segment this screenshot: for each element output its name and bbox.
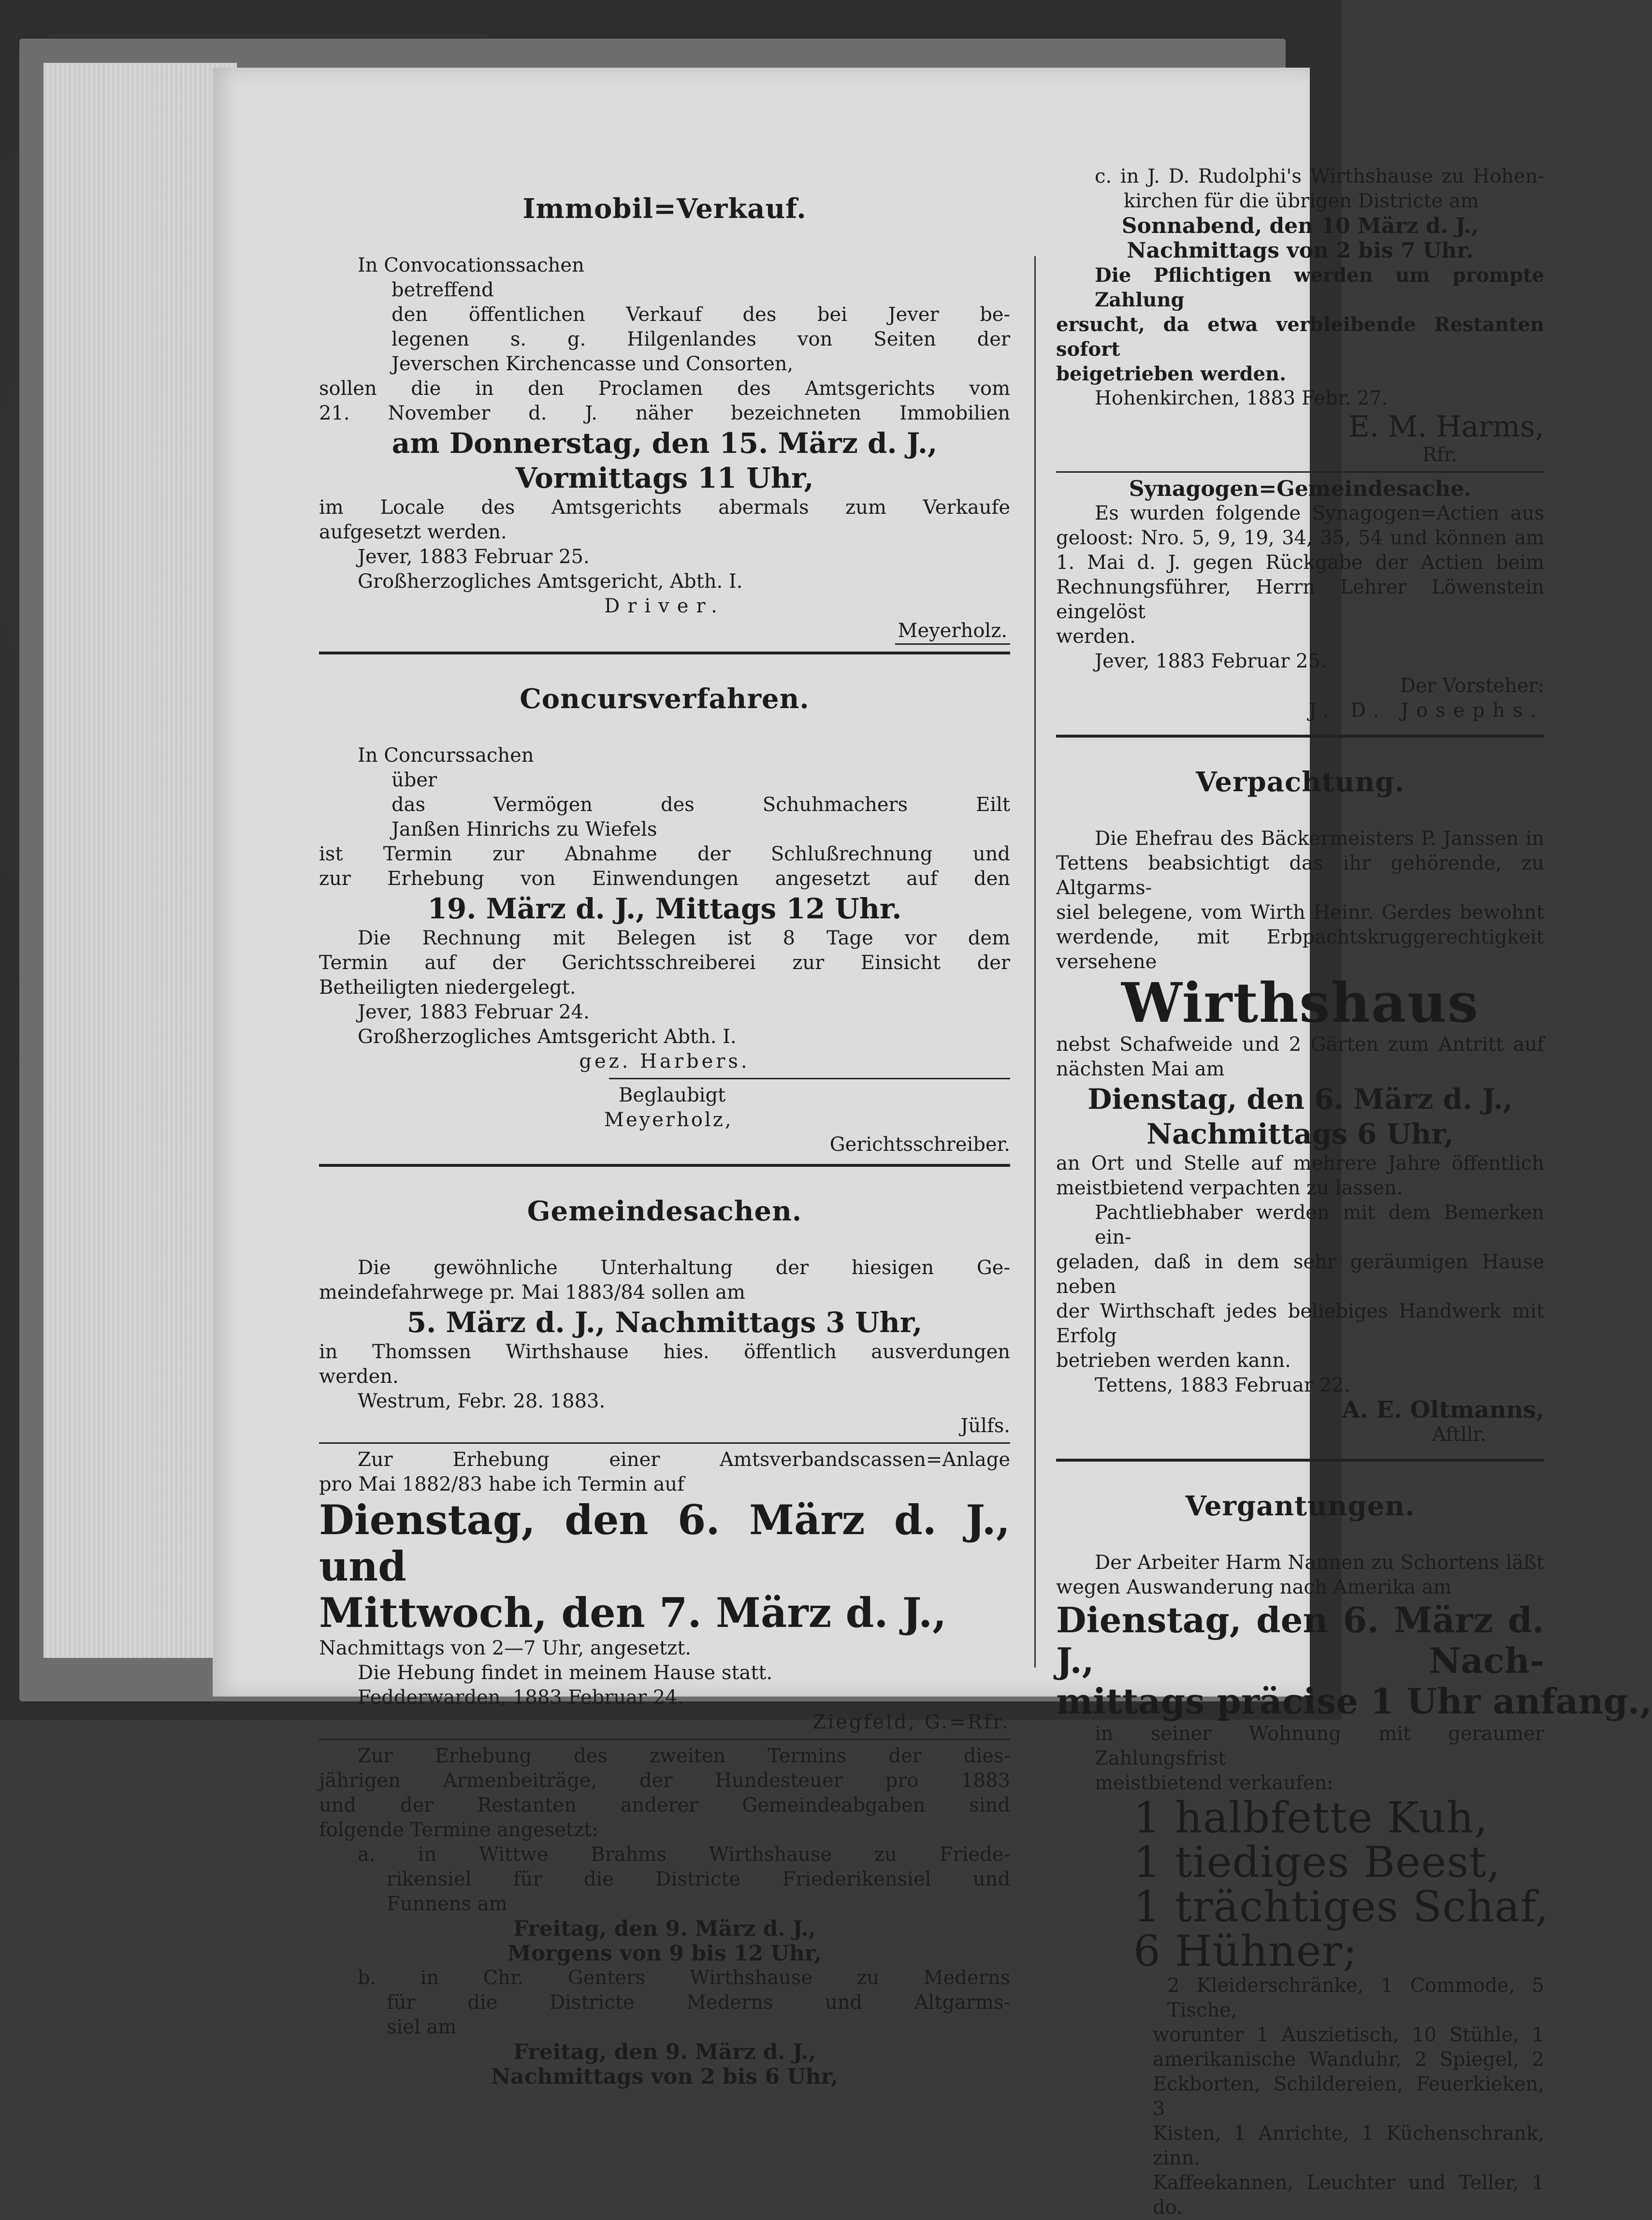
vergantungen-title: Vergantungen. bbox=[1185, 1490, 1415, 1522]
text-line: an Ort und Stelle auf mehrere Jahre öffentlich bbox=[1056, 1152, 1544, 1175]
text-line: Betheiligten niedergelegt. bbox=[319, 976, 576, 999]
time-line: mittags präcise 1 Uhr anfang., bbox=[1056, 1681, 1652, 1722]
synagogen-notice bbox=[1056, 477, 1544, 723]
text-line: ist Termin zur Abnahme der Schlußrechnung und bbox=[319, 843, 1010, 865]
amtsverband-notice bbox=[319, 1448, 1010, 1735]
text-line: b. in Chr. Genters Wirthshause zu Mederns bbox=[358, 1967, 1010, 1989]
text-line: Die gewöhnliche Unterhaltung der hiesigen Ge- bbox=[358, 1257, 1010, 1279]
signature-title: Rfr. bbox=[1422, 444, 1457, 466]
text-line: für die Districte Mederns und Altgarms- bbox=[387, 1991, 1010, 2014]
text-line: a. in Wittwe Brahms Wirthshause zu Friede- bbox=[358, 1843, 1010, 1866]
text-line: und der Restanten anderer Gemeindeabgaben sind bbox=[319, 1794, 1010, 1816]
text-line: 2 Kleiderschränke, 1 Commode, 5 Tische, bbox=[1167, 1974, 1544, 2021]
date-line: am Donnerstag, den 15. März d. J., bbox=[391, 427, 938, 460]
text-line: den öffentlichen Verkauf des bei Jever be- bbox=[391, 304, 1010, 326]
verpachtung-notice bbox=[1056, 765, 1544, 1447]
text-line: aufgesetzt werden. bbox=[319, 521, 507, 543]
divider bbox=[1056, 735, 1544, 738]
text-line: zur Erhebung von Einwendungen angesetzt auf den bbox=[319, 868, 1010, 890]
text-line: Kaffeekannen, Leuchter und Teller, 1 do. bbox=[1153, 2172, 1544, 2219]
newspaper-page bbox=[213, 68, 1652, 2219]
page-edges bbox=[43, 63, 237, 1658]
text-line: in Thomssen Wirthshause hies. öffentlich ausverdungen bbox=[319, 1341, 1010, 1363]
armenbeitraege-notice bbox=[319, 1744, 1010, 2089]
divider bbox=[609, 1078, 1010, 1079]
text-line: 21. November d. J. näher bezeichneten Immobilien bbox=[319, 402, 1010, 424]
text-line: Termin auf der Gerichtsschreiberei zur Einsicht der bbox=[319, 952, 1010, 974]
text-line: in seiner Wohnung mit geraumer Zahlungsfrist bbox=[1095, 1723, 1544, 1770]
text-line: ersucht, da etwa verbleibende Restanten sofort bbox=[1056, 313, 1544, 361]
text-line: geladen, daß in dem sehr geräumigen Hause neben bbox=[1056, 1251, 1544, 1298]
auction-item: 6 Hühner; bbox=[1133, 1926, 1358, 1976]
place-date: Jever, 1883 Februar 25. bbox=[358, 546, 590, 568]
text-line: der Wirthschaft jedes beliebiges Handwerk mit Erfolg bbox=[1056, 1300, 1544, 1347]
signature: Driver. bbox=[604, 595, 725, 617]
divider bbox=[319, 1442, 1010, 1444]
authority: Großherzogliches Amtsgericht, Abth. I. bbox=[358, 570, 743, 593]
divider bbox=[319, 1164, 1010, 1167]
authority: Großherzogliches Amtsgericht Abth. I. bbox=[358, 1026, 737, 1048]
text-line: Beglaubigt bbox=[619, 1084, 726, 1106]
text-line: In Concurssachen bbox=[358, 744, 534, 767]
signature: Meyerholz, bbox=[604, 1109, 733, 1131]
place-date: Westrum, Febr. 28. 1883. bbox=[358, 1390, 606, 1412]
text-line: wegen Auswanderung nach Amerika am bbox=[1056, 1576, 1452, 1598]
signature: J. D. Josephs. bbox=[1308, 699, 1544, 722]
gemeindesachen-notice bbox=[319, 1194, 1010, 1438]
time-line: Nachmittags von 2 bis 7 Uhr. bbox=[1127, 238, 1474, 263]
place-date: Jever, 1883 Februar 25. bbox=[1095, 650, 1327, 672]
text-line: kirchen für die übrigen Districte am bbox=[1124, 190, 1479, 212]
date-line: Sonnabend, den 10 März d. J., bbox=[1121, 214, 1479, 238]
divider bbox=[1056, 1459, 1544, 1462]
text-line: beigetrieben werden. bbox=[1056, 363, 1287, 385]
immobil-title: Immobil=Verkauf. bbox=[522, 193, 807, 225]
text-line: In Convocationssachen bbox=[358, 254, 584, 276]
time-line: Nachmittags 6 Uhr, bbox=[1146, 1117, 1454, 1150]
text-line: im Locale des Amtsgerichts abermals zum Verkaufe bbox=[319, 496, 1010, 519]
signature: Jülfs. bbox=[960, 1415, 1010, 1437]
text-line: Zur Erhebung einer Amtsverbandscassen=Anlage bbox=[358, 1449, 1010, 1471]
synagoge-title: Synagogen=Gemeindesache. bbox=[1129, 477, 1472, 501]
text-line: legenen s. g. Hilgenlandes von Seiten der bbox=[391, 328, 1010, 350]
place-date: Tettens, 1883 Februar 22. bbox=[1095, 1374, 1350, 1396]
text-line: c. in J. D. Rudolphi's Wirthshause zu Hohen- bbox=[1095, 165, 1544, 188]
text-line: über bbox=[391, 769, 437, 791]
vergantungen-notice bbox=[1056, 1489, 1652, 2220]
date-line: Dienstag, den 6. März d. J., bbox=[1087, 1083, 1513, 1116]
signature: gez. Harbers. bbox=[579, 1050, 750, 1073]
text-line: Die Rechnung mit Belegen ist 8 Tage vor dem bbox=[358, 927, 1010, 949]
date-line: Freitag, den 9. März d. J., bbox=[513, 1916, 816, 1941]
left-column bbox=[319, 164, 1010, 2089]
signature: E. M. Harms, bbox=[1348, 410, 1544, 444]
text-line: jährigen Armenbeiträge, der Hundesteuer pro 1883 bbox=[319, 1770, 1010, 1792]
auction-item: 1 tiediges Beest, bbox=[1133, 1837, 1501, 1887]
place-date: Jever, 1883 Februar 24. bbox=[358, 1001, 590, 1023]
date-line: 5. März d. J., Nachmittags 3 Uhr, bbox=[406, 1306, 923, 1339]
date-line: Mittwoch, den 7. März d. J., bbox=[319, 1589, 947, 1637]
text-line: das Vermögen des Schuhmachers Eilt bbox=[391, 794, 1010, 816]
date-line: 19. März d. J., Mittags 12 Uhr. bbox=[427, 892, 902, 925]
text-line: rikensiel für die Districte Friederikensiel und bbox=[387, 1868, 1010, 1890]
time-line: Morgens von 9 bis 12 Uhr, bbox=[507, 1941, 822, 1966]
text-line: geloost: Nro. 5, 9, 19, 34, 35, 54 und können am bbox=[1056, 527, 1544, 549]
gemeinde-title: Gemeindesachen. bbox=[527, 1195, 802, 1227]
text-line: Tettens beabsichtigt das ihr gehörende, zu Altgarms- bbox=[1056, 852, 1544, 899]
auction-item: 1 halbfette Kuh, bbox=[1133, 1793, 1489, 1843]
signature-title: Der Vorsteher: bbox=[1400, 675, 1544, 697]
column-divider bbox=[1034, 256, 1036, 1668]
verpachtung-title: Verpachtung. bbox=[1196, 766, 1405, 798]
text-line: Jeverschen Kirchencasse und Consorten, bbox=[391, 353, 794, 375]
right-column bbox=[1056, 164, 1652, 2220]
text-line: siel belegene, vom Wirth Heinr. Gerdes bewohnt bbox=[1056, 901, 1544, 924]
text-line: Die Pflichtigen werden um prompte Zahlung bbox=[1095, 264, 1544, 311]
text-line: 1. Mai d. J. gegen Rückgabe der Actien beim bbox=[1056, 551, 1544, 574]
text-line: Rechnungsführer, Herrn Lehrer Löwenstein eingelöst bbox=[1056, 576, 1544, 623]
divider bbox=[319, 1739, 1010, 1740]
place-date: Hohenkirchen, 1883 Febr. 27. bbox=[1095, 387, 1388, 409]
text-line: siel am bbox=[387, 2016, 457, 2038]
auction-item: 1 trächtiges Schaf, bbox=[1133, 1882, 1549, 1931]
concurs-title: Concursverfahren. bbox=[520, 683, 810, 715]
text-line: pro Mai 1882/83 habe ich Termin auf bbox=[319, 1473, 684, 1495]
text-line: folgende Termine angesetzt: bbox=[319, 1819, 598, 1841]
text-line: nächsten Mai am bbox=[1056, 1058, 1225, 1080]
text-line: Die Hebung findet in meinem Hause statt. bbox=[358, 1662, 773, 1684]
text-line: meistbietend verpachten zu lassen. bbox=[1056, 1177, 1403, 1199]
date-line: Dienstag, den 6. März d. J., und bbox=[319, 1496, 1010, 1590]
text-line: betreffend bbox=[391, 279, 494, 301]
text-line: Nachmittags von 2—7 Uhr, angesetzt. bbox=[319, 1637, 691, 1659]
place-date: Fedderwarden, 1883 Februar 24. bbox=[358, 1686, 684, 1709]
text-line: Der Arbeiter Harm Nannen zu Schortens läßt bbox=[1095, 1552, 1544, 1574]
divider bbox=[1056, 471, 1544, 473]
time-line: Nachmittags von 2 bis 6 Uhr, bbox=[491, 2064, 839, 2089]
text-line: Es wurden folgende Synagogen=Actien aus bbox=[1095, 502, 1544, 524]
text-line: werdende, mit Erbpachtskruggerechtigkeit versehene bbox=[1056, 926, 1544, 973]
text-line: betrieben werden kann. bbox=[1056, 1349, 1291, 1372]
text-line: meistbietend verkaufen: bbox=[1095, 1772, 1333, 1794]
time-line: Vormittags 11 Uhr, bbox=[515, 462, 814, 494]
signature-title: Gerichtsschreiber. bbox=[829, 1133, 1010, 1156]
text-line: Janßen Hinrichs zu Wiefels bbox=[391, 818, 657, 841]
date-line: Freitag, den 9. März d. J., bbox=[513, 2040, 816, 2064]
divider bbox=[319, 652, 1010, 654]
text-line: amerikanische Wanduhr, 2 Spiegel, 2 bbox=[1153, 2048, 1544, 2071]
text-line: meindefahrwege pr. Mai 1883/84 sollen am bbox=[319, 1281, 745, 1304]
text-line: werden. bbox=[1056, 625, 1136, 648]
text-line: sollen die in den Proclamen des Amtsgerichts vom bbox=[319, 377, 1010, 400]
text-line: Kisten, 1 Anrichte, 1 Küchenschrank, zinn. bbox=[1153, 2122, 1544, 2169]
date-line: Dienstag, den 6. März d. J., Nach- bbox=[1056, 1599, 1544, 1681]
text-line: Die Ehefrau des Bäckermeisters P. Janssen in bbox=[1095, 827, 1544, 850]
signature: Meyerholz. bbox=[895, 619, 1010, 645]
text-line: nebst Schafweide und 2 Gärten zum Antritt auf bbox=[1056, 1033, 1544, 1056]
text-line: Zur Erhebung des zweiten Termins der dies- bbox=[358, 1745, 1010, 1767]
text-line: Pachtliebhaber werden mit dem Bemerken ein- bbox=[1095, 1202, 1544, 1248]
text-line: Eckborten, Schildereien, Feuerkieken, 3 bbox=[1153, 2073, 1544, 2120]
signature: A. E. Oltmanns, bbox=[1342, 1396, 1544, 1423]
wirthshaus-headline: Wirthshaus bbox=[1121, 972, 1479, 1035]
signature: Ziegfeld, G.=Rfr. bbox=[812, 1711, 1010, 1733]
armen-continuation bbox=[1056, 164, 1544, 467]
immobil-verkauf-notice bbox=[319, 191, 1010, 645]
signature-title: Aftllr. bbox=[1432, 1423, 1486, 1446]
text-line: worunter 1 Auszietisch, 10 Stühle, 1 bbox=[1153, 2024, 1544, 2046]
concursverfahren-notice bbox=[319, 682, 1010, 1157]
text-line: werden. bbox=[319, 1365, 399, 1388]
text-line: Funnens am bbox=[387, 1893, 507, 1915]
